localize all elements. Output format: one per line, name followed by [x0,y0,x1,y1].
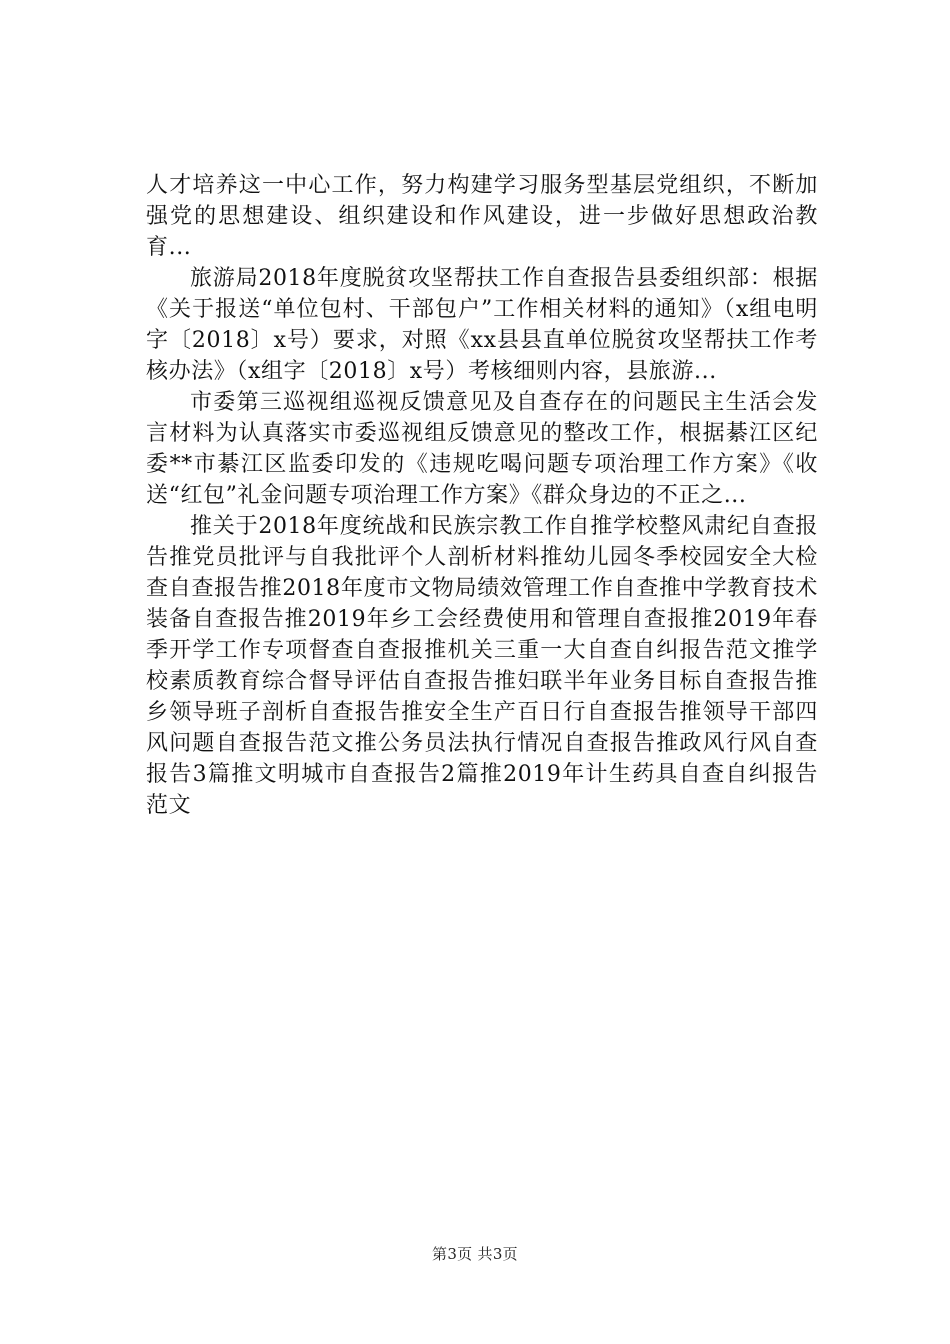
document-body [146,170,818,821]
page-number: 第3页 共3页 [432,1245,518,1263]
paragraph-inspection-feedback: 市委第三巡视组巡视反馈意见及自查存在的问题民主生活会发言材料为认真落实市委巡视组反馈意见的整改工作，根据綦江区纪委**市綦江区监委印发的《违规吃喝问题专项治理工作方案》《收送“红包”礼金问题专项治理工作方案》《群众身边的不正之... [146,390,818,508]
paragraph-continuation: 人才培养这一中心工作，努力构建学习服务型基层党组织，不断加强党的思想建设、组织建设和作风建设，进一步做好思想政治教育... [146,173,818,260]
paragraph-related-links: 推关于2018年度统战和民族宗教工作自推学校整风肃纪自查报告推党员批评与自我批评个人剖析材料推幼儿园冬季校园安全大检查自查报告推2018年度市文物局绩效管理工作自查推中学教育技术装备自查报告推2019年乡工会经费使用和管理自查报推2019年春季开学工作专项督查自查报推机关三重一大自查自纠报告范文推学校素质教育综合督导评估自查报告推妇联半年业务目标自查报告推乡领导班子剖析自查报告推安全生产百日行自查报告推领导干部四风问题自查报告范文推公务员法执行情况自查报告推政风行风自查报告3篇推文明城市自查报告2篇推2019年计生药具自查自纠报告范文 [146,514,818,818]
page-footer [0,1243,950,1264]
paragraph-tourism-report: 旅游局2018年度脱贫攻坚帮扶工作自查报告县委组织部：根据《关于报送“单位包村、干部包户”工作相关材料的通知》（x组电明字〔2018〕x号）要求，对照《xx县县直单位脱贫攻坚帮扶工作考核办法》（x组字〔2018〕x号）考核细则内容，县旅游... [146,266,818,384]
